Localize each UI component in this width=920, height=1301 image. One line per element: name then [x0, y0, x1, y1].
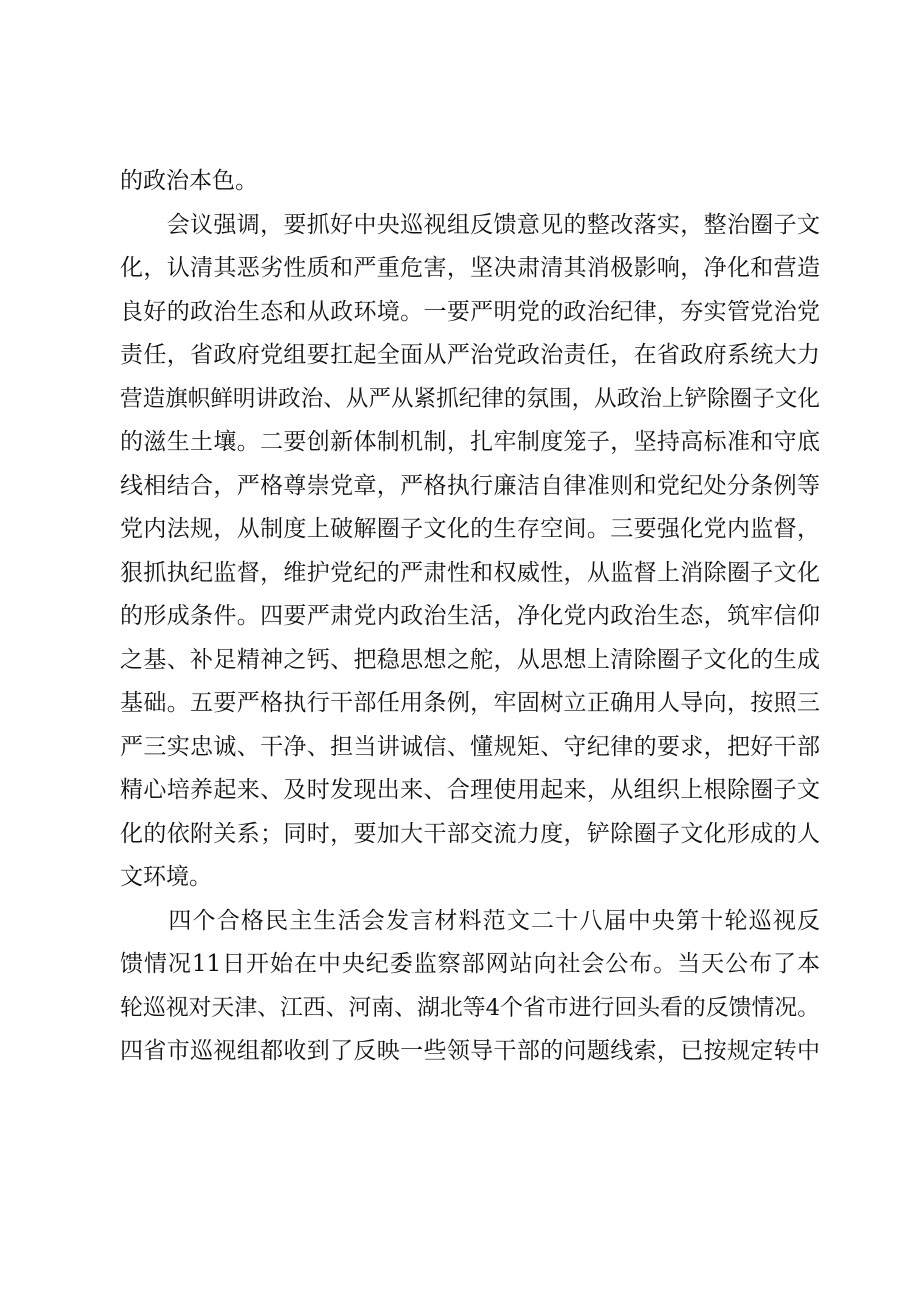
text-line: 党内法规，从制度上破解圈子文化的生存空间。三要强化党内监督， — [120, 516, 820, 542]
text-line: 文环境。 — [120, 864, 212, 890]
text-line: 严三实忠诚、干净、担当讲诚信、懂规矩、守纪律的要求，把好干部 — [120, 733, 820, 760]
text-line: 线相结合，严格尊崇党章，严格执行廉洁自律准则和党纪处分条例等 — [120, 472, 820, 499]
text-line: 营造旗帜鲜明讲政治、从严从紧抓纪律的氛围，从政治上铲除圈子文化 — [120, 385, 820, 412]
text-line: 轮巡视对天津、江西、河南、湖北等4个省市进行回头看的反馈情况。 — [120, 994, 820, 1021]
text-line: 狠抓执纪监督，维护党纪的严肃性和权威性，从监督上消除圈子文化 — [120, 559, 820, 586]
text-line: 的政治本色。 — [120, 168, 258, 194]
text-line: 化的依附关系；同时，要加大干部交流力度，铲除圈子文化形成的人 — [120, 820, 820, 847]
text-line: 四省市巡视组都收到了反映一些领导干部的问题线索，已按规定转中 — [120, 1038, 820, 1064]
text-line: 良好的政治生态和从政环境。一要严明党的政治纪律，夯实管党治党 — [120, 298, 820, 325]
text-line: 之基、补足精神之钙、把稳思想之舵，从思想上清除圈子文化的生成 — [120, 646, 820, 673]
text-line: 化，认清其恶劣性质和严重危害，坚决肃清其消极影响，净化和营造 — [120, 255, 820, 281]
text-line: 会议强调，要抓好中央巡视组反馈意见的整改落实，整治圈子文 — [120, 211, 820, 238]
text-line: 精心培养起来、及时发现出来、合理使用起来，从组织上根除圈子文 — [120, 777, 820, 803]
text-line: 四个合格民主生活会发言材料范文二十八届中央第十轮巡视反 — [120, 907, 820, 934]
body-text — [120, 160, 820, 1074]
text-line: 责任，省政府党组要扛起全面从严治党政治责任，在省政府系统大力 — [120, 342, 820, 368]
text-line: 的形成条件。四要严肃党内政治生活，净化党内政治生态，筑牢信仰 — [120, 603, 820, 629]
text-line: 馈情况11日开始在中央纪委监察部网站向社会公布。当天公布了本 — [120, 951, 820, 977]
text-line: 的滋生土壤。二要创新体制机制，扎牢制度笼子，坚持高标准和守底 — [120, 429, 820, 455]
text-line: 基础。五要严格执行干部任用条例，牢固树立正确用人导向，按照三 — [120, 690, 820, 716]
